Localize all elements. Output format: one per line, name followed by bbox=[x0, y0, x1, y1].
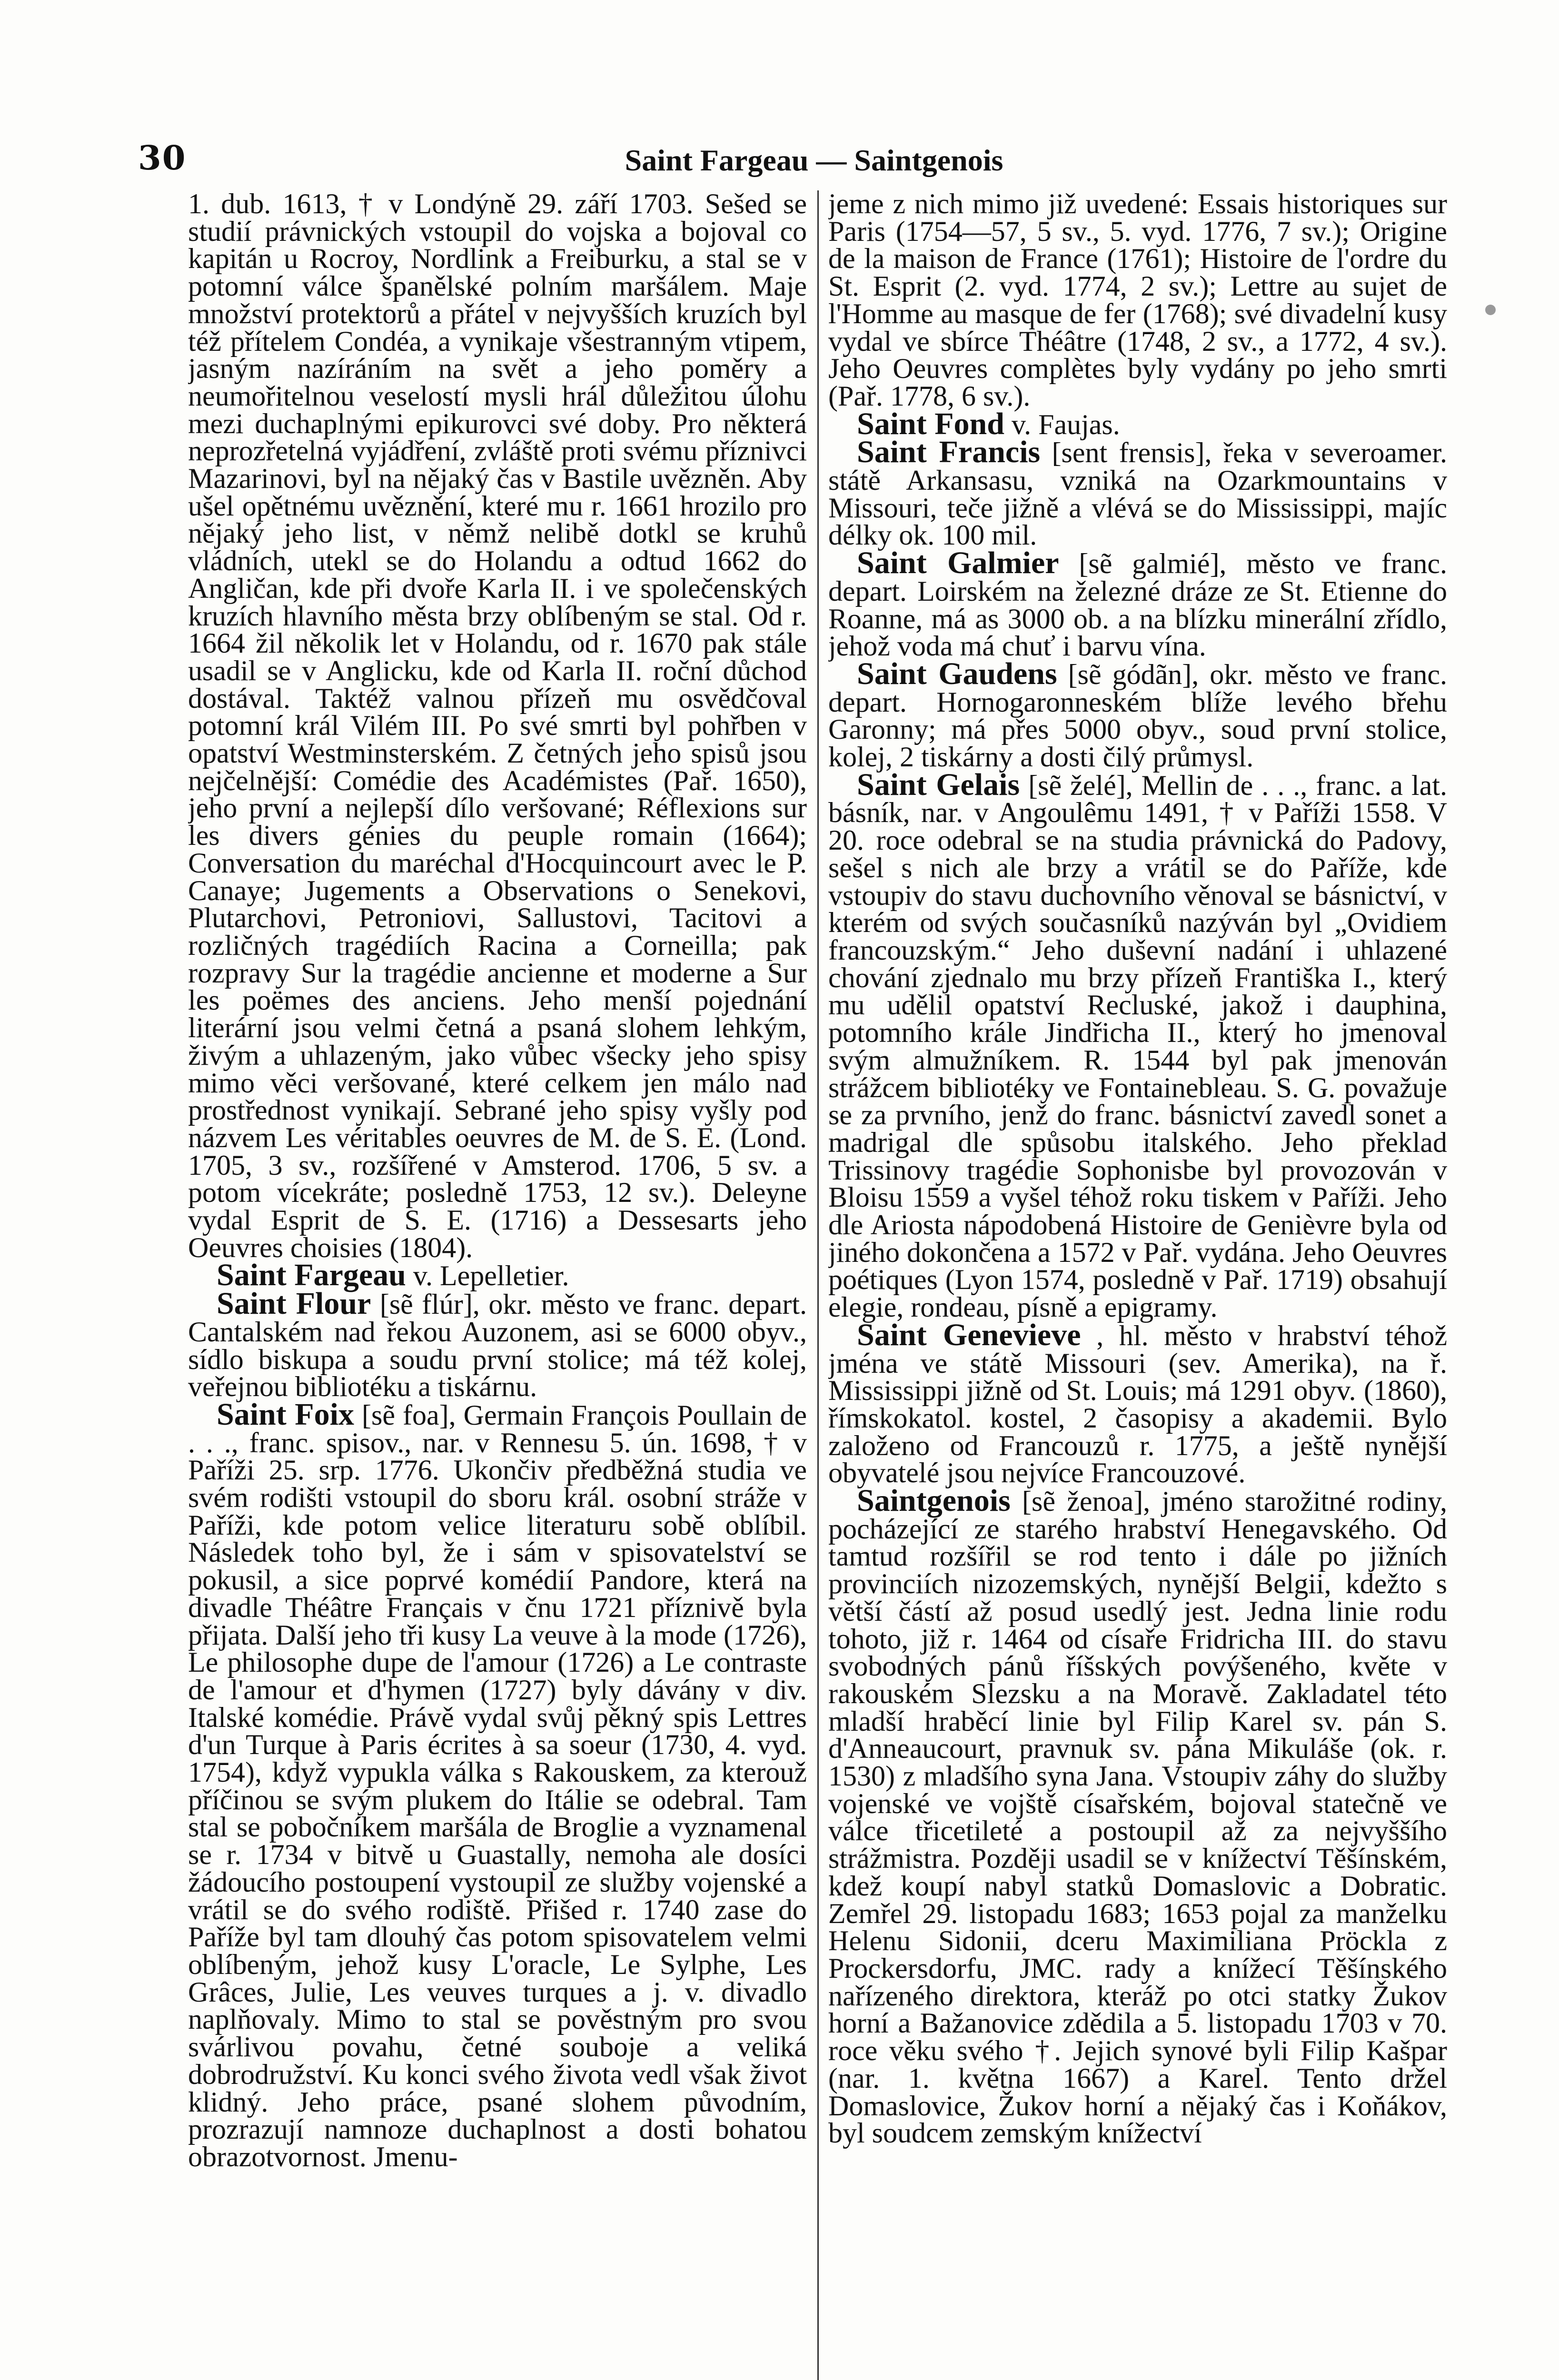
entry-headword: Saint Fargeau bbox=[217, 1258, 406, 1293]
entry-text: jeme z nich mimo již uvedené: Essais historiques sur Paris (1754—57, 5 sv., 5. vyd. 1776, 7 sv.); Origine de la maison de France (1761); Histoire de l'ordre du St. Esprit (2. vyd. 1774, 2 sv.); Lettre au sujet de l'Homme au masque de fer (1768); své divadelní kusy vydal ve sbírce Théâtre (1748, 2 sv., a 1772, 4 sv.). Jeho Oeuvres complètes byly vydány po jeho smrti (Pař. 1778, 6 sv.). bbox=[828, 190, 1447, 412]
entry-headword: Saint Genevieve bbox=[857, 1317, 1081, 1352]
entry-text: v. Faujas. bbox=[1011, 408, 1120, 440]
page-number: 30 bbox=[138, 138, 187, 178]
entry-text: [sẽ flúr], okr. město ve franc. depart. Cantalském nad řekou Auzonem, asi se 6000 obyv., sídlo biskupa a soudu první stolice; má též kolej, veřejnou bibliotéku a tiskárnu. bbox=[188, 1289, 807, 1403]
column-divider bbox=[817, 190, 819, 2380]
entry-text: [sẽ ženoa], jméno starožitné rodiny, pocházející ze starého hrabství Henegavského. Od tamtud rozšířil se rod tento i dále po jižních provinciích nizozemských, nynější Belgii, kdežto s větší částí až posud usedlý jest. Jedna linie rodu tohoto, již r. 1464 od císaře Fridricha III. do stavu svobodných pánů říšských povýšeného, květe v rakouském Slezsku a na Moravě. Zakladatel této mladší hraběcí linie byl Filip Karel sv. pán S. d'Anneaucourt, pravnuk sv. pána Mikuláše (ok. r. 1530) z mladšího syna Jana. Vstoupiv záhy do služby vojenské ve vojště císařském, bojoval statečně ve válce třicetileté a postoupil až za nejvyššího strážmistra. Později usadil se v knížectví Těšínském, kdež koupí nabyl statků Domaslovic a Dobratic. Zemřel 29. listopadu 1683; 1653 pojal za manželku Helenu Sidonii, dceru Maximiliana Pröckla z Prockersdorfu, JMC. rady a knížecí Těšínského nařízeného direktora, kteráž po otci statky Žukov horní a Bažanovice zdědila a 5. listopadu 1703 v 70. roce věku svého †. Jejich synové byli Filip Kašpar (nar. 1. května 1667) a Karel. Tento držel Domaslovice, Žukov horní a nějaký čas i Koňákov, byl soudcem zemským knížectví bbox=[828, 1486, 1447, 2149]
paper-speck bbox=[1485, 305, 1496, 315]
entry-headword: Saint Gaudens bbox=[857, 656, 1057, 691]
entry-headword: Saint Fond bbox=[857, 406, 1004, 441]
dictionary-entry bbox=[828, 190, 1447, 410]
entry-text: v. Lepelletier. bbox=[413, 1260, 569, 1292]
dictionary-entry bbox=[188, 1286, 807, 1403]
dictionary-entry bbox=[188, 1397, 807, 2172]
running-title: Saint Fargeau — Saintgenois bbox=[625, 143, 1003, 177]
entry-text: [sẽ želé], Mellin de . . ., franc. a lat. básník, nar. v Angoulêmu 1491, † v Paříži 1558. V 20. roce odebral se na studia právnická do Padovy, sešel s nich ale brzy a vrátil se do Paříže, kde vstoupiv do stavu duchovního věnoval se básnictví, v kterém od svých současníků nazýván byl „Ovidiem francouzským.“ Jeho duševní nadání i uhlazené chování zjednalo mu brzy přízeň Františka I., který mu udělil opatství Recluské, jakož i dauphina, potomního krále Jindřicha II., který ho jmenoval svým almužníkem. R. 1544 byl pak jmenován strážcem bibliotéky ve Fontainebleau. S. G. považuje se za prvního, jenž do franc. básnictví zavedl sonet a madrigal dle spůsobu italského. Jeho překlad Trissinovy tragédie Sophonisbe byl provozován v Bloisu 1559 a vyšel téhož roku tiskem v Paříži. Jeho dle Ariosta nápodobená Histoire de Genièvre byla od jiného dokončena a 1572 v Pař. vydána. Jeho Oeuvres poétiques (Lyon 1574, posledně v Pař. 1719) obsahují elegie, rondeau, písně a epigramy. bbox=[828, 769, 1447, 1323]
entry-headword: Saint Galmier bbox=[857, 545, 1059, 581]
entry-text: , hl. město v hrabství téhož jména ve státě Missouri (sev. Amerika), na ř. Mississippi jižně od St. Louis; má 1291 obyv. (1860), římskokatol. kostel, 2 časopisy a akademii. Bylo založeno od Francouzů r. 1775, a ještě nynější obyvatelé jsou nejvíce Francouzové. bbox=[828, 1319, 1447, 1489]
dictionary-entry bbox=[828, 1483, 1447, 2149]
entry-text: [sẽ gódãn], okr. město ve franc. depart. Hornogaronneském blíže levého břehu Garonny; má přes 5000 obyv., soud první stolice, kolej, 2 tiskárny a dosti čilý průmysl. bbox=[828, 658, 1447, 773]
dictionary-entry bbox=[828, 1317, 1447, 1489]
entry-headword: Saint Francis bbox=[857, 435, 1041, 470]
entry-headword: Saint Flour bbox=[217, 1286, 371, 1321]
dictionary-entry bbox=[828, 767, 1447, 1323]
entry-text: [sẽ foa], Germain François Poullain de . . ., franc. spisov., nar. v Rennesu 5. ún. 1698, † v Paříži 25. srp. 1776. Ukončiv předběžná studia ve svém rodišti vstoupil do sboru král. osobní stráže v Paříži, kde potom velice literaturu sobě oblíbil. Následek toho byl, že i sám v spisovatelství se pokusil, a sice poprvé komédií Pandore, která na divadle Théâtre Français v čnu 1721 příznivě byla přijata. Další jeho tři kusy La veuve à la mode (1726), Le philosophe dupe de l'amour (1726) a Le contraste de l'amour et d'hymen (1727) byly dávány v div. Italské komédie. Právě vydal svůj pěkný spis Lettres d'un Turque à Paris écrites à sa soeur (1730, 4. vyd. 1754), když vypukla válka s Rakouskem, za kterouž příčinou se svým plukem do Itálie se odebral. Tam stal se pobočníkem maršála de Broglie a vyznamenal se r. 1734 v bitvě u Guastally, nemoha ale dosíci žádoucího postoupení vystoupil ze služby vojenské a vrátil se do svého rodiště. Přišed r. 1740 zase do Paříže byl tam dlouhý čas potom spisovatelem velmi oblíbeným, jehož kusy L'oracle, Le Sylphe, Les Grâces, Julie, Les veuves turques a j. v. divadlo naplňovaly. Mimo to stal se pověstným pro svou svárlivou povahu, četné souboje a veliká dobrodružství. Ku konci svého života vedl však život klidný. Jeho práce, psané slohem původním, prozrazují namnoze duchaplnost a dosti bohatou obrazotvornost. Jmenu- bbox=[188, 1399, 807, 2172]
dictionary-entry bbox=[828, 545, 1447, 662]
left-column bbox=[188, 190, 807, 2380]
right-column bbox=[828, 190, 1447, 2380]
entry-text: [sẽ galmié], město ve franc. depart. Loirském na železné dráze ze St. Etienne do Roanne, má as 3000 ob. a na blízku minerální zřídlo, jehož voda má chuť i barvu vína. bbox=[828, 548, 1447, 662]
entry-headword: Saint Gelais bbox=[857, 767, 1020, 802]
page-header bbox=[138, 138, 1490, 190]
entry-headword: Saint Foix bbox=[217, 1397, 354, 1432]
dictionary-entry bbox=[828, 435, 1447, 551]
entry-text: 1. dub. 1613, † v Londýně 29. září 1703. Sešed se studií právnických vstoupil do vojska a bojoval co kapitán u Rocroy, Nordlink a Freiburku, a stal se v potomní válce španělské polním maršálem. Maje množství protektorů a přátel v nejvyšších kruzích byl též přítelem Condéa, a vynikaje všestranným vtipem, jasným nazíráním na svět a jeho poměry a neumořitelnou veselostí mysli hrál důležitou úlohu mezi duchaplnými epikurovci své doby. Pro některá neprozřetelná vyjádření, zvláště proti svému příznivci Mazarinovi, byl na nějaký čas v Bastile uvězněn. Aby ušel opětnému uvěznění, které mu r. 1661 hrozilo pro nějaký jeho list, v němž nelibě dotkl se kruhů vládních, utekl se do Holandu a odtud 1662 do Angličan, kde při dvoře Karla II. i ve společenských kruzích hlavního města brzy oblíbeným se stal. Od r. 1664 žil několik let v Holandu, od r. 1670 pak stále usadil se v Anglicku, kde od Karla II. roční důchod dostával. Taktéž valnou přízeň mu osvědčoval potomní král Vilém III. Po své smrti byl pohřben v opatství Westminsterském. Z četných jeho spisů jsou nejčelnější: Comédie des Académistes (Pař. 1650), jeho první a nejlepší dílo veršované; Réflexions sur les divers génies du peuple romain (1664); Conversation du maréchal d'Hocquincourt avec le P. Canaye; Jugements a Observations o Senekovi, Plutarchovi, Petroniovi, Sallustovi, Tacitovi a rozličných tragédiích Racina a Corneilla; pak rozpravy Sur la tragédie ancienne et moderne a Sur les poëmes des anciens. Jeho menší pojednání literární jsou velmi četná a psaná slohem lehkým, živým a uhlazeným, jako vůbec všecky jeho spisy mimo věci veršované, které celkem jen málo nad prostřednost vynikají. Sebrané jeho spisy vyšly pod názvem Les véritables oeuvres de M. de S. E. (Lond. 1705, 3 sv., rozšířené v Amsterod. 1706, 5 sv. a potom vícekráte; posledně 1753, 12 sv.). Deleyne vydal Esprit de S. E. (1716) a Dessesarts jeho Oeuvres choisies (1804). bbox=[188, 190, 807, 1263]
entry-headword: Saintgenois bbox=[857, 1483, 1011, 1518]
dictionary-entry bbox=[188, 190, 807, 1261]
dictionary-entry bbox=[828, 656, 1447, 773]
entry-text: [sent frensis], řeka v severoamer. státě Arkansasu, vzniká na Ozarkmountains v Missouri, teče jižně a vlévá se do Mississippi, majíc délky ok. 100 mil. bbox=[828, 437, 1447, 551]
